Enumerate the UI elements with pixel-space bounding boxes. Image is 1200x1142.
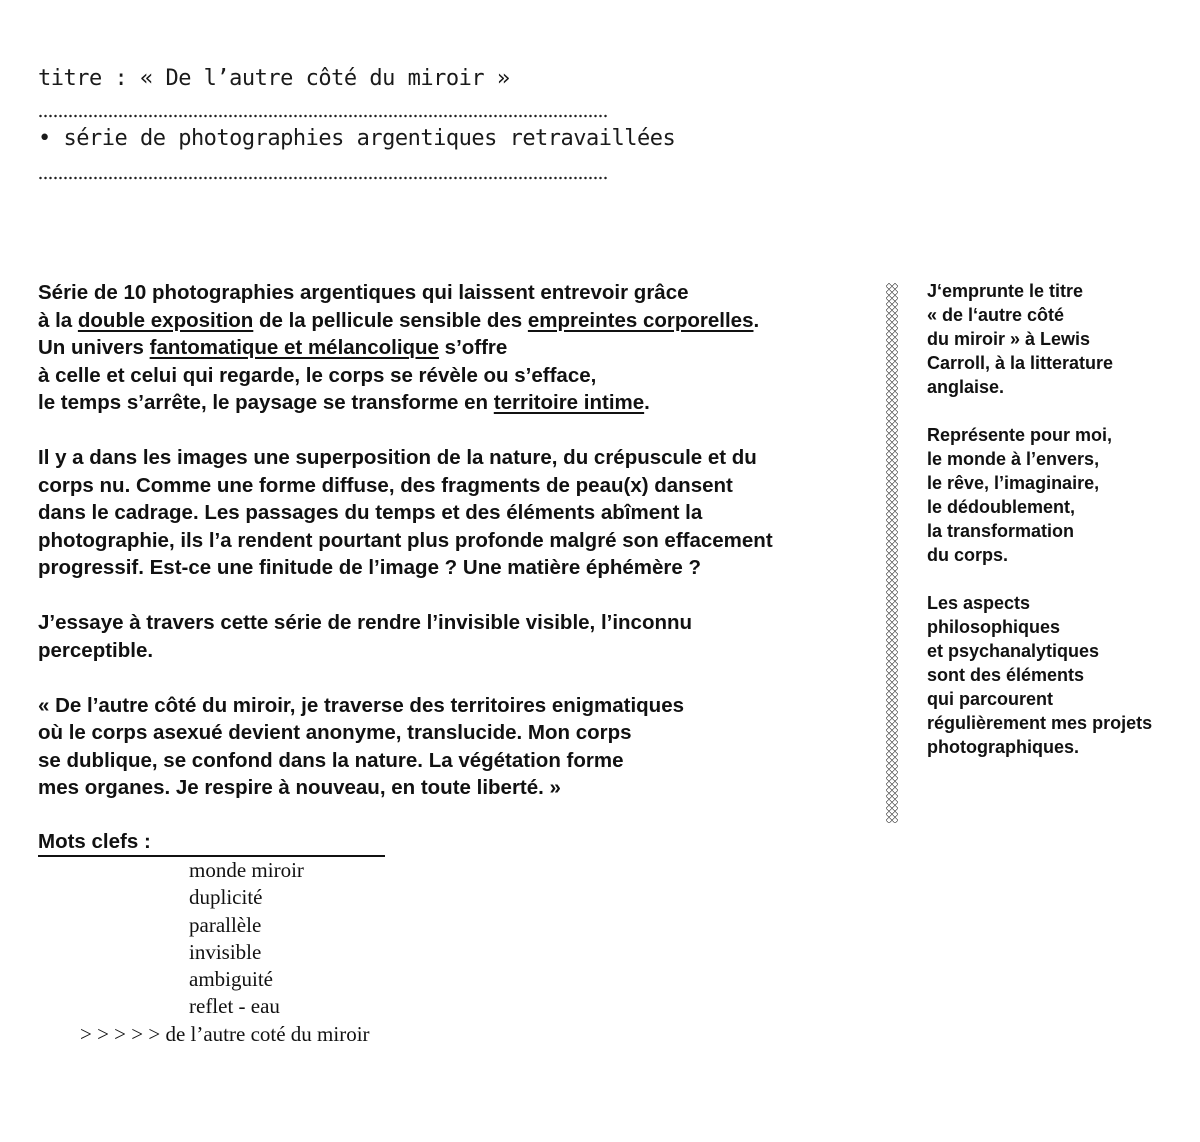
paragraph-invisible: J’essaye à travers cette série de rendre l’invisible visible, l’inconnu perceptible.	[38, 611, 693, 662]
keyword-item: invisible	[189, 939, 262, 964]
underlined-term: empreintes corporelles	[527, 308, 754, 332]
side-notes	[927, 279, 1197, 783]
side-paragraph-aspects: Les aspects philosophiques et psychanalytiques sont des éléments qui parcourent régulièrement mes projets photographiques.	[927, 593, 1153, 757]
keyword-item: parallèle	[189, 912, 262, 937]
keywords-list	[189, 857, 304, 1021]
keyword-item: monde miroir	[189, 858, 304, 882]
underlined-term: territoire intime	[493, 391, 645, 414]
page-title: titre : « De l’autre côté du miroir »	[38, 66, 510, 91]
page-subtitle: • série de photographies argentiques retravaillées	[38, 126, 676, 151]
dotted-divider-bottom	[38, 176, 608, 180]
paragraph-intro: Série de 10 photographies argentiques qui laissent entrevoir grâce à la double exposition de la pellicule sensible des empreintes corporelles. Un univers fantomatique et mélancolique s’offre à celle et celui qui regarde, le corps se révèle ou s’efface, le temps s’arrête, le paysage se transforme en territoire intime.	[38, 281, 760, 414]
main-text	[38, 279, 868, 829]
underlined-term: fantomatique et mélancolique	[149, 336, 439, 359]
side-paragraph-meaning: Représente pour moi, le monde à l’envers, le rêve, l’imaginaire, le dédoublement, la transformation du corps.	[927, 425, 1113, 565]
keywords-heading: Mots clefs :	[38, 830, 385, 857]
dotted-divider-top	[38, 114, 608, 118]
keyword-item: ambiguité	[189, 967, 273, 992]
underlined-term: double exposition	[77, 308, 254, 332]
keyword-item: reflet - eau	[189, 994, 280, 1019]
paragraph-quote: « De l’autre côté du miroir, je traverse des territoires enigmatiques où le corps asexué devient anonyme, translucide. Mon corps se dublique, se confond dans la nature. La végétation forme mes organes. Je respire à nouveau, en toute liberté. »	[38, 693, 684, 799]
keyword-final-line: > > > > > de l’autre coté du miroir	[80, 1022, 370, 1046]
zigzag-vertical-divider	[886, 283, 898, 823]
paragraph-superposition: Il y a dans les images une superposition de la nature, du crépuscule et du corps nu. Comme une forme diffuse, des fragments de peau(x) dansent dans le cadrage. Les passages du temps et des éléments abîment la photographie, ils l’a rendent pourtant plus profonde malgré son effacement progressif. Est-ce une finitude de l’image ? Une matière éphémère ?	[38, 446, 773, 579]
keyword-item: duplicité	[189, 885, 263, 910]
side-paragraph-title-origin: J‘emprunte le titre « de l‘autre côté du miroir » à Lewis Carroll, à la litterature anglaise.	[927, 281, 1114, 397]
